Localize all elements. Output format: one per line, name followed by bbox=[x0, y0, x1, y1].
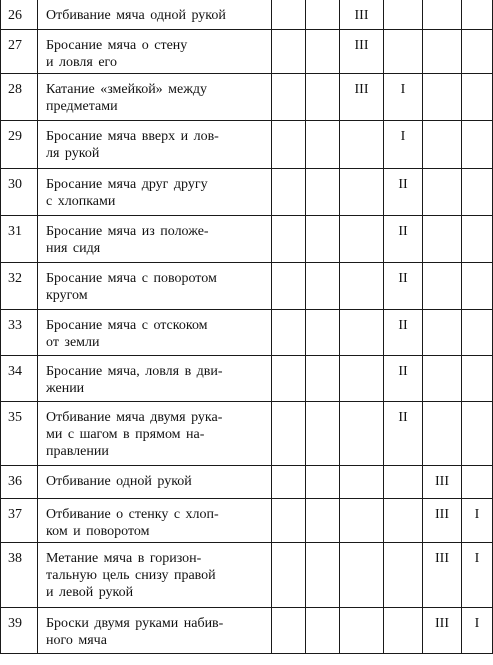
level-cell bbox=[462, 74, 493, 121]
level-cell bbox=[272, 0, 306, 30]
exercise-name-line: предметами bbox=[46, 99, 118, 114]
level-cell bbox=[384, 608, 423, 654]
level-cell bbox=[340, 121, 384, 169]
table-row bbox=[1, 608, 493, 654]
level-cell bbox=[462, 30, 493, 74]
level-cell: I bbox=[462, 608, 493, 654]
level-cell: II bbox=[384, 169, 423, 216]
exercise-number: 30 bbox=[1, 169, 38, 216]
level-cell: III bbox=[423, 499, 462, 543]
level-cell bbox=[340, 499, 384, 543]
level-cell bbox=[462, 121, 493, 169]
table-row bbox=[1, 169, 493, 216]
table-row bbox=[1, 216, 493, 263]
level-cell bbox=[272, 169, 306, 216]
level-cell bbox=[272, 356, 306, 402]
level-cell: II bbox=[384, 263, 423, 310]
exercise-name-line: Отбивание мяча одной рукой bbox=[46, 8, 226, 23]
level-cell bbox=[272, 402, 306, 466]
level-cell bbox=[340, 466, 384, 499]
level-cell bbox=[272, 608, 306, 654]
table-row bbox=[1, 310, 493, 356]
level-cell bbox=[423, 30, 462, 74]
level-cell bbox=[462, 263, 493, 310]
table-row bbox=[1, 466, 493, 499]
level-cell bbox=[306, 169, 340, 216]
exercise-name-line: Бросание мяча друг другу bbox=[46, 177, 208, 192]
level-cell bbox=[306, 543, 340, 608]
table-row bbox=[1, 121, 493, 169]
level-cell bbox=[272, 543, 306, 608]
exercise-name bbox=[38, 0, 272, 30]
exercise-name-line: с хлопками bbox=[46, 194, 116, 209]
exercise-number: 27 bbox=[1, 30, 38, 74]
exercise-name-line: Отбивание о стенку с хлоп- bbox=[46, 507, 219, 522]
exercise-number: 31 bbox=[1, 216, 38, 263]
exercise-name bbox=[38, 169, 272, 216]
level-cell bbox=[306, 402, 340, 466]
level-cell bbox=[423, 356, 462, 402]
level-cell bbox=[462, 169, 493, 216]
level-cell bbox=[423, 310, 462, 356]
level-cell bbox=[306, 356, 340, 402]
level-cell: II bbox=[384, 356, 423, 402]
table-row bbox=[1, 543, 493, 608]
level-cell bbox=[423, 121, 462, 169]
level-cell bbox=[384, 30, 423, 74]
level-cell bbox=[384, 0, 423, 30]
level-cell: I bbox=[462, 499, 493, 543]
exercise-name-line: кругом bbox=[46, 288, 88, 303]
level-cell bbox=[384, 466, 423, 499]
exercise-name-line: Отбивание одной рукой bbox=[46, 474, 192, 489]
exercise-number: 33 bbox=[1, 310, 38, 356]
exercise-name bbox=[38, 74, 272, 121]
exercise-number: 26 bbox=[1, 0, 38, 30]
exercise-name bbox=[38, 466, 272, 499]
level-cell: III bbox=[423, 608, 462, 654]
exercise-name-line: Отбивание мяча двумя рука- bbox=[46, 410, 223, 425]
level-cell: I bbox=[384, 74, 423, 121]
level-cell bbox=[462, 310, 493, 356]
exercise-name bbox=[38, 402, 272, 466]
table-row bbox=[1, 0, 493, 30]
exercise-name-line: и левой рукой bbox=[46, 585, 134, 600]
table-row bbox=[1, 499, 493, 543]
level-cell bbox=[306, 499, 340, 543]
level-cell bbox=[462, 0, 493, 30]
level-cell bbox=[306, 216, 340, 263]
exercise-number: 39 bbox=[1, 608, 38, 654]
level-cell bbox=[272, 310, 306, 356]
exercise-name bbox=[38, 356, 272, 402]
exercise-name bbox=[38, 499, 272, 543]
exercise-number: 35 bbox=[1, 402, 38, 466]
level-cell bbox=[384, 543, 423, 608]
level-cell: I bbox=[462, 543, 493, 608]
level-cell bbox=[340, 310, 384, 356]
level-cell bbox=[340, 608, 384, 654]
exercise-number: 38 bbox=[1, 543, 38, 608]
exercise-name-line: Катание «змейкой» между bbox=[46, 82, 208, 97]
exercise-name bbox=[38, 543, 272, 608]
level-cell: I bbox=[384, 121, 423, 169]
level-cell: II bbox=[384, 402, 423, 466]
exercise-name-line: Броски двумя руками набив- bbox=[46, 616, 224, 631]
level-cell bbox=[306, 30, 340, 74]
exercise-name-line: Бросание мяча с поворотом bbox=[46, 271, 217, 286]
exercise-name-line: тальную цель снизу правой bbox=[46, 568, 216, 583]
level-cell bbox=[272, 216, 306, 263]
level-cell bbox=[272, 466, 306, 499]
level-cell bbox=[306, 310, 340, 356]
level-cell: III bbox=[423, 543, 462, 608]
level-cell bbox=[272, 121, 306, 169]
level-cell bbox=[423, 402, 462, 466]
exercise-name-line: ком и поворотом bbox=[46, 524, 150, 539]
exercise-name-line: Бросание мяча о стену bbox=[46, 38, 188, 53]
exercise-name-line: жении bbox=[46, 381, 85, 396]
table-row bbox=[1, 356, 493, 402]
table-row bbox=[1, 30, 493, 74]
level-cell bbox=[306, 74, 340, 121]
level-cell bbox=[306, 263, 340, 310]
exercise-name-line: от земли bbox=[46, 335, 100, 350]
level-cell: III bbox=[340, 30, 384, 74]
exercise-name-line: правлении bbox=[46, 444, 109, 459]
exercise-name-line: Метание мяча в горизон- bbox=[46, 551, 202, 566]
exercise-number: 34 bbox=[1, 356, 38, 402]
exercise-number: 37 bbox=[1, 499, 38, 543]
level-cell bbox=[462, 216, 493, 263]
level-cell: III bbox=[340, 0, 384, 30]
exercise-name bbox=[38, 263, 272, 310]
level-cell bbox=[340, 216, 384, 263]
exercise-number: 29 bbox=[1, 121, 38, 169]
exercise-name-line: и ловля его bbox=[46, 55, 117, 70]
exercise-name-line: Бросание мяча, ловля в дви- bbox=[46, 364, 223, 379]
table-body bbox=[1, 0, 493, 654]
level-cell bbox=[272, 74, 306, 121]
level-cell bbox=[306, 0, 340, 30]
exercise-name-line: ния сидя bbox=[46, 241, 101, 256]
level-cell bbox=[340, 543, 384, 608]
level-cell bbox=[462, 402, 493, 466]
level-cell bbox=[462, 356, 493, 402]
exercise-name-line: ля рукой bbox=[46, 146, 100, 161]
table-row bbox=[1, 74, 493, 121]
level-cell bbox=[384, 499, 423, 543]
exercise-name bbox=[38, 608, 272, 654]
exercise-number: 28 bbox=[1, 74, 38, 121]
level-cell bbox=[340, 402, 384, 466]
level-cell bbox=[423, 263, 462, 310]
exercise-name-line: ми с шагом в прямом на- bbox=[46, 427, 205, 442]
level-cell bbox=[462, 466, 493, 499]
level-cell bbox=[340, 263, 384, 310]
level-cell bbox=[423, 0, 462, 30]
level-cell bbox=[340, 356, 384, 402]
exercise-name-line: Бросание мяча из положе- bbox=[46, 224, 209, 239]
level-cell bbox=[423, 216, 462, 263]
exercise-name bbox=[38, 121, 272, 169]
exercise-name bbox=[38, 216, 272, 263]
exercise-name bbox=[38, 310, 272, 356]
level-cell bbox=[306, 121, 340, 169]
level-cell: II bbox=[384, 310, 423, 356]
exercise-name-line: Бросание мяча вверх и лов- bbox=[46, 129, 219, 144]
level-cell bbox=[423, 74, 462, 121]
level-cell bbox=[340, 169, 384, 216]
exercise-number: 36 bbox=[1, 466, 38, 499]
exercise-name-line: Бросание мяча с отскоком bbox=[46, 318, 208, 333]
level-cell bbox=[272, 30, 306, 74]
level-cell bbox=[423, 169, 462, 216]
level-cell bbox=[272, 499, 306, 543]
level-cell bbox=[306, 608, 340, 654]
level-cell bbox=[272, 263, 306, 310]
level-cell bbox=[306, 466, 340, 499]
exercise-name-line: ного мяча bbox=[46, 633, 107, 648]
table-row bbox=[1, 263, 493, 310]
level-cell: III bbox=[423, 466, 462, 499]
level-cell: II bbox=[384, 216, 423, 263]
table-row bbox=[1, 402, 493, 466]
exercise-name bbox=[38, 30, 272, 74]
exercise-number: 32 bbox=[1, 263, 38, 310]
level-cell: III bbox=[340, 74, 384, 121]
